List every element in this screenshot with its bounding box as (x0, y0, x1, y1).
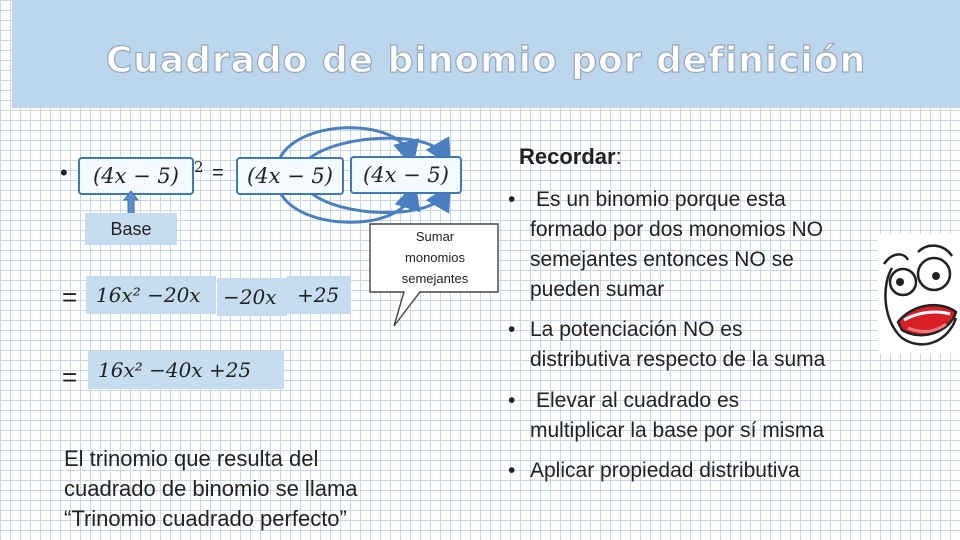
right-bullet-3-line-2: multiplicar la base por sí misma (530, 419, 825, 442)
row2-term-3-text: +25 (297, 283, 340, 307)
right-bullet-2 (508, 315, 900, 375)
factor-1-text: (4x − 5) (247, 164, 333, 188)
row2-term-1 (86, 276, 216, 314)
right-bullet-4 (508, 456, 900, 486)
bottom-note (64, 444, 454, 534)
bullet-dot: • (508, 389, 516, 412)
bottom-note-line-1: El trinomio que resulta del (64, 446, 319, 471)
row2-term-3 (287, 276, 351, 314)
equals-1: = (212, 162, 224, 184)
right-bullet-1-line-1: Es un binomio porque esta (536, 188, 786, 211)
slide-title: Cuadrado de binomio por definición (105, 40, 867, 81)
bullet-dot: • (508, 459, 516, 482)
base-label: Base (85, 213, 177, 245)
bullet-dot: • (508, 188, 516, 211)
factor-1 (236, 157, 344, 195)
right-bullet-2-line-2: distributiva respecto de la suma (530, 348, 826, 371)
lhs-binomial-text: (4x − 5) (93, 164, 179, 188)
right-bullet-3 (508, 386, 900, 446)
callout-line-3: semejantes (401, 271, 469, 286)
bottom-note-line-3: “Trinomio cuadrado perfecto” (64, 506, 347, 531)
bottom-note-line-2: cuadrado de binomio se llama (64, 476, 358, 501)
factor-2 (350, 156, 462, 194)
equals-row3: = (62, 362, 78, 392)
callout-line-2: monomios (405, 250, 465, 265)
right-bullet-1 (508, 185, 890, 305)
callout-line-1: Sumar (415, 229, 455, 244)
cartoon-face-icon (878, 234, 960, 354)
right-bullet-2-line-1: La potenciación NO es (530, 318, 743, 341)
factor-2-text: (4x − 5) (363, 163, 449, 187)
right-bullet-3-line-1: Elevar al cuadrado es (536, 389, 740, 412)
recordar-heading (519, 144, 622, 170)
bullet-dot: • (508, 318, 516, 341)
row3-terms-text: 16x² −40x +25 (98, 358, 252, 382)
right-bullet-1-line-2: formado por dos monomios NO (530, 218, 823, 241)
row2-term-1-text: 16x² −20x (96, 283, 201, 307)
recordar-heading-text: Recordar (519, 144, 616, 169)
recordar-colon: : (615, 144, 622, 169)
callout-text (376, 226, 494, 289)
right-bullet-4-line-1: Aplicar propiedad distributiva (530, 459, 800, 482)
row2-term-2 (217, 278, 287, 316)
right-bullet-1-line-4: pueden sumar (530, 278, 665, 301)
equals-row2: = (62, 282, 78, 312)
title-band (12, 0, 960, 108)
row3-terms (88, 351, 284, 389)
row2-term-2-text: −20x (223, 285, 277, 309)
right-bullet-1-line-3: semejantes entonces NO se (530, 248, 794, 271)
bullet-row1: • (60, 160, 68, 185)
lhs-exponent: 2 (194, 158, 204, 176)
